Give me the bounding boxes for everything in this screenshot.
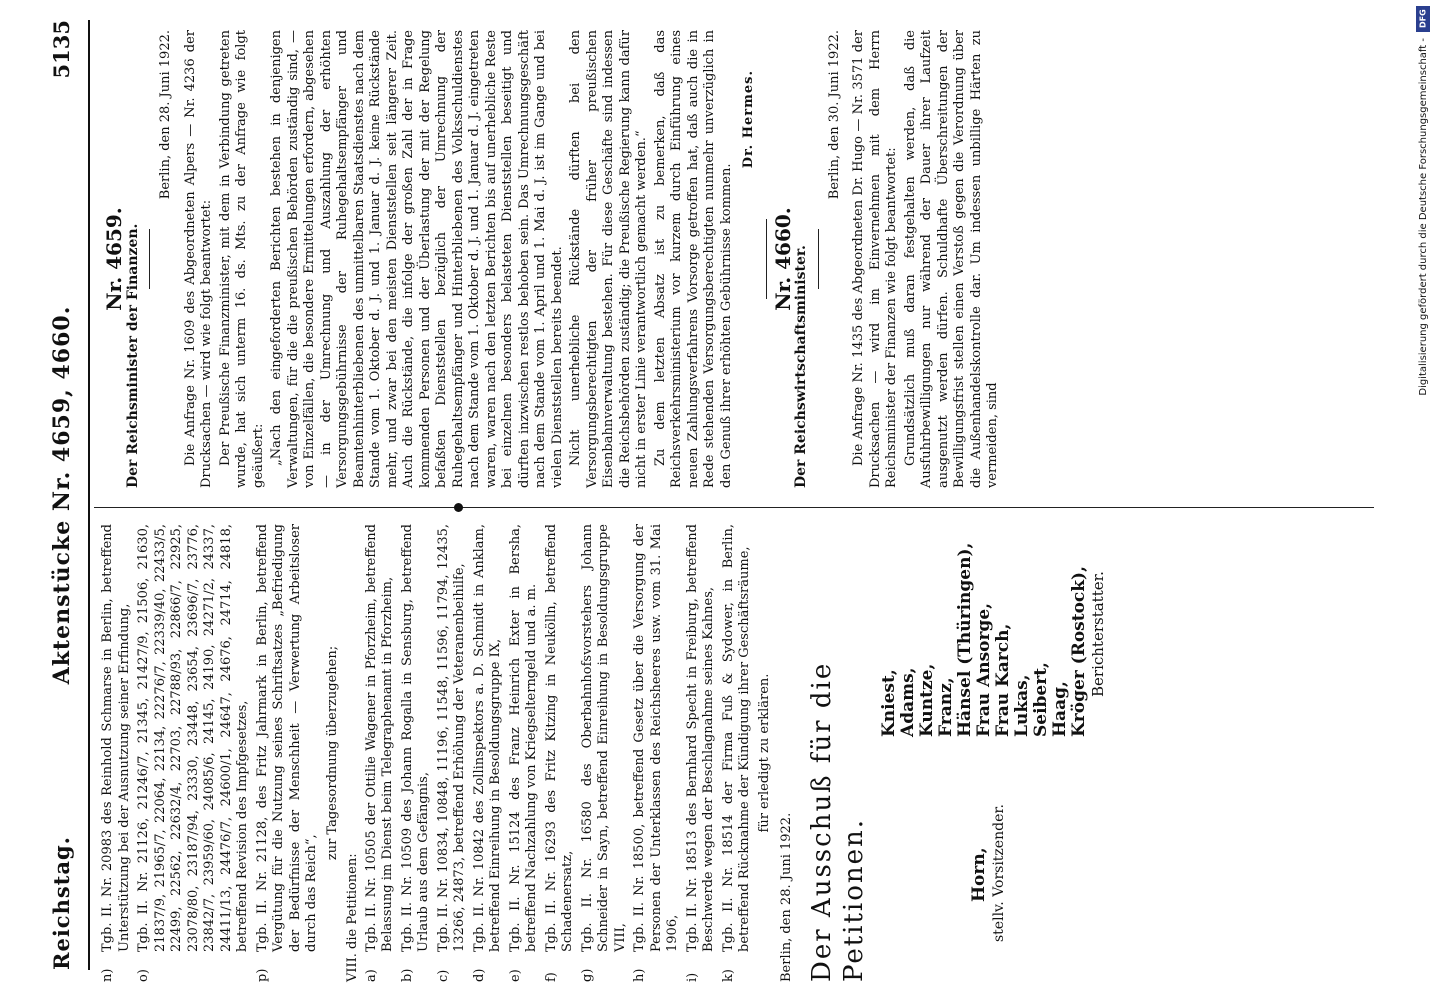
pet-item-b: b) Tgb. II. Nr. 10509 des Johann Rogalla in Sensburg, betreffend Urlaub aus dem Gefängnis, — [399, 524, 431, 982]
erledigt-line: für erledigt zu erklären. — [756, 673, 772, 833]
signature-hermes: Dr. Hermes. — [741, 70, 756, 169]
item-p: p) Tgb. II. Nr. 21128, des Fritz Jahrmark in Berlin, betreffend Vergütung für die Nutzung seines Schriftsatzes „Befriedigung der Bedürfnisse der Menschheit — Verwertung Arbeitsloser durch das Reich“, — [254, 524, 319, 982]
vorsitz-block — [970, 762, 1009, 942]
member-name: Lukas, — [1011, 674, 1032, 737]
committee-title: Der Ausschuß für die Petitionen. — [806, 661, 869, 982]
paragraph: „Nach den eingeforderten Berichten bestehen in denjenigen Verwaltungen, für die die preußischen Behörden zuständig sind, — von Einzelfällen, die besondere Ermittelungen erfordern, abgesehen — in der Umrechnung und Auszahlung der erhöhten Versorgungsgebührnisse der Ruhegehaltsempfänger und Beamtenhinterbliebenen des unmittelbaren Staatsdienstes nach dem Stande vom 1. Oktober d. J. und 1. Januar d. J. keine Rückstände mehr, und zwar bei den meisten Dienststellen seit längerer Zeit. Auch die Rückstände, die infolge der großen Zahl der in Frage kommenden Personen und der Überlastung der mit der Regelung befaßten Dienststellen bezüglich der Umrechnung der Ruhegehaltsempfänger und Hinterbliebenen des Volksschuldienstes nach dem Stande vom 1. Oktober d. J. und 1. Januar d. J. eingetreten waren, waren nach den letzten Berichten bis auf unerhebliche Reste bei einzelnen besonders belasteten Dienststellen beseitigt und dürften inzwischen restlos behoben sein. Das Umrechnungsgeschäft nach dem Stande vom 1. April und 1. Mai d. J. ist im Gange und bei vielen Dienststellen bereits beendet. — [269, 30, 565, 488]
signatures-block — [880, 524, 1260, 982]
member-name: Kröger (Rostock), — [1068, 565, 1089, 737]
doc-number-4659: Nr. 4659. — [102, 207, 126, 311]
funding-note: Digitalisierung gefördert durch die Deutsche Forschungsgemeinschaft - — [1418, 38, 1429, 396]
pet-item-a: a) Tgb. II. Nr. 10505 der Ottilie Wagener in Pforzheim, betreffend Belassung im Dienst beim Telegraphenamt in Pforzheim, — [363, 524, 395, 982]
anfrage-1435: Die Anfrage Nr. 1435 des Abgeordneten Dr. Hugo — Nr. 3571 der Drucksachen — wird im Einvernehmen mit dem Herrn Reichsminister der Finanzen wie folgt beantwortet: — [851, 30, 899, 488]
date-4660: Berlin, den 30. Juni 1922. — [826, 30, 842, 200]
member-name: Kniest, — [878, 669, 899, 737]
paragraph: Nicht unerhebliche Rückstände dürften bei den Versorgungsberechtigten der früher preußischen Eisenbahnverwaltung bestehen. Für diese Geschäfte sind indessen die Reichsbehörden zuständig; die Preußische Regierung kann dafür nicht in erster Linie verantwortlich gemacht werden.“ — [568, 30, 649, 488]
member-name: Kuntze, — [916, 663, 937, 737]
pet-item-c: c) Tgb. II. Nr. 10834, 10848, 11196, 11548, 11596, 11794, 12435, 13266, 24873, betreffend Erhöhung der Veteranenbeihilfe, — [435, 524, 467, 982]
left-column — [100, 524, 1260, 982]
document-page — [30, 0, 1390, 1000]
pet-item-f: f) Tgb. II. Nr. 16293 des Fritz Kitzing in Neukölln, betreffend Schadenersatz, — [543, 524, 575, 982]
header-left: Reichstag. — [49, 836, 74, 970]
column-divider — [94, 507, 1374, 508]
item-o: o) Tgb. II. Nr. 21126, 21246/7, 21345, 21427/9, 21506, 21630, 21837/9, 21965/7, 22064, 22134, 22276/7, 22339/40, 22433/5, 22499, 22562, 22632/4, 22703, 22788/93, 22866/7, 22925, 23078/80, 23187/94, 23330, 23448, 23654, 23696/7, 23776, 23842/7, 23959/60, 24085/6, 24145, 24190, 24271/2, 24337, 24411/13, 24476/7, 24600/1, 24647, 24676, 24714, 24818, betreffend Revision des Impfgesetzes, — [136, 524, 250, 982]
pet-item-h: h) Tgb. II. Nr. 18500, betreffend Gesetz über die Versorgung der Personen der Unterklassen des Reichsheeres usw. vom 31. Mai 1906, — [632, 524, 680, 982]
page-number: 5135 — [49, 20, 74, 79]
item-n: n) Tgb. II. Nr. 20983 des Reinhold Schmarse in Berlin, betreffend Unterstützung bei der Ausnutzung seiner Erfindung, — [100, 524, 132, 982]
paragraph: Der Preußische Finanzminister, mit dem in Verbindung getreten wurde, hat sich unterm 16. ds. Mts. zu der Anfrage wie folgt geäußert: — [217, 30, 266, 488]
right-column — [100, 30, 1004, 488]
header-title: Aktenstücke Nr. 4659, 4660. — [49, 305, 75, 685]
berichterstatter: Berichterstatter. — [1088, 571, 1107, 697]
separator — [766, 219, 767, 299]
pet-item-i: i) Tgb. II. Nr. 18513 des Bernhard Specht in Freiburg, betreffend Beschwerde wegen der Beschlagnahme seines Kahnes, — [684, 524, 716, 982]
separator — [149, 229, 150, 289]
left-date: Berlin, den 28. Juni 1922. — [779, 812, 794, 982]
petitions-heading: VIII. die Petitionen: — [345, 853, 360, 982]
ministry-economy: Der Reichswirtschaftsminister. — [793, 245, 809, 488]
vorsitz-role: stellv. Vorsitzender. — [990, 804, 1007, 942]
date-4659: Berlin, den 28. Juni 1922. — [158, 30, 173, 200]
member-name: Franz, — [935, 677, 956, 737]
doc-number-4660: Nr. 4660. — [770, 207, 795, 311]
member-name: Seibert, — [1030, 662, 1051, 737]
paragraph: Grundsätzlich muß daran festgehalten werden, daß die Ausfuhrbewilligungen nur während der Dauer ihrer Laufzeit ausgenutzt werden dürfen. Schuldhafte Überschreitungen der Bewilligungsfrist stellen einen Verstoß gegen die Verordnung über die Außenhandelskontrolle dar. Um indessen unbillige Härten zu vermeiden, sind — [902, 30, 1000, 488]
page-header — [48, 20, 90, 970]
members-list — [880, 537, 1108, 737]
separator — [818, 229, 819, 289]
vorsitz-name: Horn, — [968, 847, 989, 902]
divider-dot — [454, 503, 463, 512]
anfrage-1609: Die Anfrage Nr. 1609 des Abgeordneten Alpers — Nr. 4236 der Drucksachen — wird wie folgt beantwortet: — [182, 30, 214, 488]
paragraph: Zu dem letzten Absatz ist zu bemerken, daß das Reichsverkehrsministerium vor kurzem durch Einführung eines neuen Zahlungsverfahrens Vorsorge getroffen hat, daß auch die in Rede stehenden Versorgungsberechtigten nunmehr unverzüglich in den Genuß ihrer erhöhten Gebührnisse kommen. — [652, 30, 734, 488]
dfg-logo-icon: DFG — [1416, 6, 1430, 32]
member-name: Hänsel (Thüringen), — [954, 542, 975, 737]
funding-sidebar — [1412, 0, 1434, 1000]
pet-item-d: d) Tgb. II. Nr. 10842 des Zollinspektors a. D. Schmidt in Anklam, betreffend Einreihung in Besoldungsgruppe IX, — [471, 524, 503, 982]
pet-item-g: g) Tgb. II. Nr. 16580 des Oberbahnhofsvorstehers Johann Schneider in Sayn, betreffend Einreihung in Besoldungsgruppe VIII, — [579, 524, 628, 982]
member-name: Adams, — [897, 667, 918, 737]
member-name: Frau Karch, — [992, 623, 1013, 737]
member-name: Haag, — [1049, 681, 1070, 737]
tagesordnung-line: zur Tagesordnung überzugehen; — [324, 645, 340, 861]
pet-item-k: k) Tgb. II. Nr. 18514 der Firma Fuß & Sydower, in Berlin, betreffend Rücknahme der Kündigung ihrer Geschäftsräume, — [720, 524, 752, 982]
ministry-finance: Der Reichsminister der Finanzen. — [124, 223, 141, 488]
pet-item-e: e) Tgb. II. Nr. 15124 des Franz Heinrich Exter in Bersha, betreffend Nachzahlung von Kriegselterngeld und a. m. — [507, 524, 539, 982]
member-name: Frau Ansorge, — [973, 602, 994, 737]
